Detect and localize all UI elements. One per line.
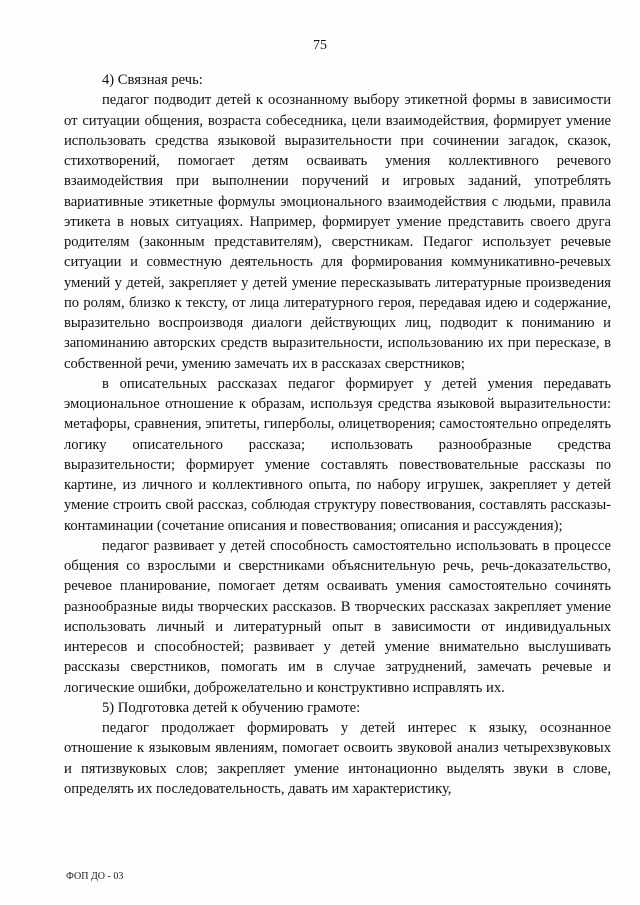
page-number: 75 [313, 38, 327, 53]
paragraph: педагог развивает у детей способность самостоятельно использовать в процессе общения со взрослыми и сверстниками объяснительную речь, речь-доказательство, речевое планирование, помогает детям осваивать умения самостоятельно сочинять разнообразные виды творческих рассказов. В творческих рассказах закрепляет умение использовать личный и литературный опыт в зависимости от индивидуальных интересов и способностей; развивает у детей умение внимательно выслушивать рассказы сверстников, помогать им в случае затруднений, замечать речевые и логические ошибки, доброжелательно и конструктивно исправлять их. [64, 537, 611, 696]
paragraph: педагог продолжает формировать у детей интерес к языку, осознанное отношение к языковым явлениям, помогает освоить звуковой анализ четырехзвуковых и пятизвуковых слов; закрепляет умение интонационно выделять звуки в слове, определять их последовательность, давать им характеристику, [64, 720, 611, 797]
page-footer: ФОП ДО - 03 [66, 871, 124, 882]
paragraph: педагог подводит детей к осознанному выбору этикетной формы в зависимости от ситуации общения, возраста собеседника, цели взаимодействия, формирует умение использовать средства языковой выразительности при сочинении загадок, сказок, стихотворений, помогает детям осваивать умения коллективного речевого взаимодействия при выполнении поручений и игровых заданий, употреблять вариативные этикетные формулы эмоционального взаимодействия с людьми, правила этикета в новых ситуациях. Например, формирует умение представить своего друга родителям (законным представителям), сверстникам. Педагог использует речевые ситуации и совместную деятельность для формирования коммуникативно-речевых умений у детей, закрепляет у детей умение пересказывать литературные произведения по ролям, близко к тексту, от лица литературного героя, передавая идею и содержание, выразительно воспроизводя диалоги действующих лиц, подводит к пониманию и запоминанию авторских средств выразительности, использованию их при пересказе, в собственной речи, умению замечать их в рассказах сверстников; [64, 92, 611, 372]
document-body [64, 70, 611, 799]
paragraph: в описательных рассказах педагог формирует у детей умения передавать эмоциональное отношение к образам, используя средства языковой выразительности: метафоры, сравнения, эпитеты, гиперболы, олицетворения; самостоятельно определять логику описательного рассказа; использовать разнообразные средства выразительности; формирует умение составлять повествовательные рассказы по картине, из личного и коллективного опыта, по набору игрушек, закрепляет у детей умение строить свой рассказ, соблюдая структуру повествования, составлять рассказы-контаминации (сочетание описания и повествования; описания и рассуждения); [64, 375, 611, 534]
section-heading-connected-speech: 4) Связная речь: [102, 72, 203, 88]
section-heading-literacy-preparation: 5) Подготовка детей к обучению грамоте: [102, 699, 361, 716]
